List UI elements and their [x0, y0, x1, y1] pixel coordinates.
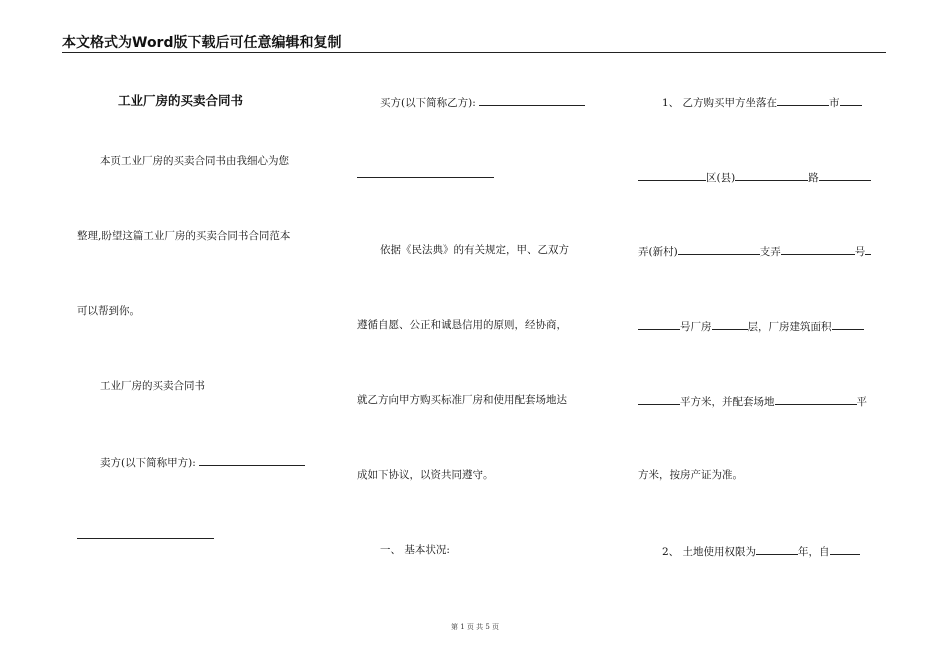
site-area-blank[interactable] — [775, 393, 857, 405]
city-blank[interactable] — [777, 94, 829, 106]
item1-text-d: 路 — [808, 172, 819, 184]
number-tail-blank[interactable] — [865, 243, 871, 255]
item1-text-k: 平 — [856, 396, 867, 408]
seller-name-blank[interactable] — [199, 454, 305, 466]
item1-text-j: 平方米，并配套场地 — [680, 396, 775, 408]
paragraph-line-1: 依据《民法典》的有关规定，甲、乙双方 — [380, 244, 569, 256]
road-blank[interactable] — [819, 169, 871, 181]
item1-line-5 — [638, 393, 867, 409]
district-lead-blank[interactable] — [638, 169, 706, 181]
building-number-blank[interactable] — [638, 318, 680, 330]
buyer-label: 买方(以下简称乙方): — [380, 97, 476, 109]
buyer-line — [380, 94, 585, 110]
header-title: 本文格式为Word版下载后可任意编辑和复制 — [62, 35, 342, 51]
lane-blank[interactable] — [678, 243, 760, 255]
intro-line-2: 整理,盼望这篇工业厂房的买卖合同书合同范本 — [77, 230, 291, 242]
item1-line-4 — [638, 318, 864, 334]
district-blank[interactable] — [735, 169, 808, 181]
item1-line-2 — [638, 169, 871, 185]
area-continuation-blank[interactable] — [638, 393, 680, 405]
paragraph-line-2: 遵循自愿、公正和诚恳信用的原则，经协商， — [357, 319, 567, 331]
item1-text-a: 1、 乙方购买甲方坐落在 — [662, 97, 778, 109]
buyer-continuation-line — [357, 166, 494, 182]
subtitle: 工业厂房的买卖合同书 — [100, 380, 205, 392]
item1-line-6: 方米，按房产证为准。 — [638, 469, 743, 481]
item1-text-b: 市 — [829, 97, 840, 109]
item1-text-f: 支弄 — [759, 246, 781, 258]
item1-text-g: 号 — [854, 246, 866, 258]
page-number: 第 1 页 共 5 页 — [450, 623, 500, 631]
item2-line-1 — [662, 543, 860, 559]
item2-text-a: 2、 土地使用权限为 — [662, 546, 757, 558]
column-1 — [62, 0, 332, 620]
city-tail-blank[interactable] — [840, 94, 862, 106]
seller-continuation-line — [77, 527, 214, 543]
page-footer — [0, 622, 950, 632]
floor-blank[interactable] — [712, 318, 748, 330]
item1-text-h: 号厂房 — [680, 321, 712, 333]
column-3 — [620, 0, 890, 620]
building-area-blank[interactable] — [832, 318, 864, 330]
item1-line-3 — [638, 243, 871, 259]
document-title: 工业厂房的买卖合同书 — [118, 93, 244, 108]
start-date-blank[interactable] — [830, 543, 860, 555]
branch-lane-blank[interactable] — [781, 243, 855, 255]
buyer-name-blank[interactable] — [479, 94, 585, 106]
seller-extra-blank[interactable] — [77, 527, 214, 539]
item2-text-b: 年，自 — [798, 546, 830, 558]
item1-text-c: 区(县) — [706, 172, 736, 184]
land-years-blank[interactable] — [756, 543, 798, 555]
section-basic-status: 一、 基本状况: — [380, 544, 450, 556]
item1-text-i: 层，厂房建筑面积 — [747, 321, 832, 333]
item1-line-1 — [662, 94, 862, 110]
paragraph-line-3: 就乙方向甲方购买标准厂房和使用配套场地达 — [357, 394, 567, 406]
seller-label: 卖方(以下简称甲方): — [100, 457, 196, 469]
paragraph-line-4: 成如下协议，以资共同遵守。 — [357, 469, 494, 481]
buyer-extra-blank[interactable] — [357, 166, 494, 178]
item1-text-e: 弄(新村) — [638, 246, 678, 258]
intro-line-3: 可以帮到你。 — [77, 305, 140, 317]
seller-line — [100, 454, 305, 470]
column-2 — [340, 0, 610, 620]
intro-line-1: 本页工业厂房的买卖合同书由我细心为您 — [100, 155, 289, 167]
